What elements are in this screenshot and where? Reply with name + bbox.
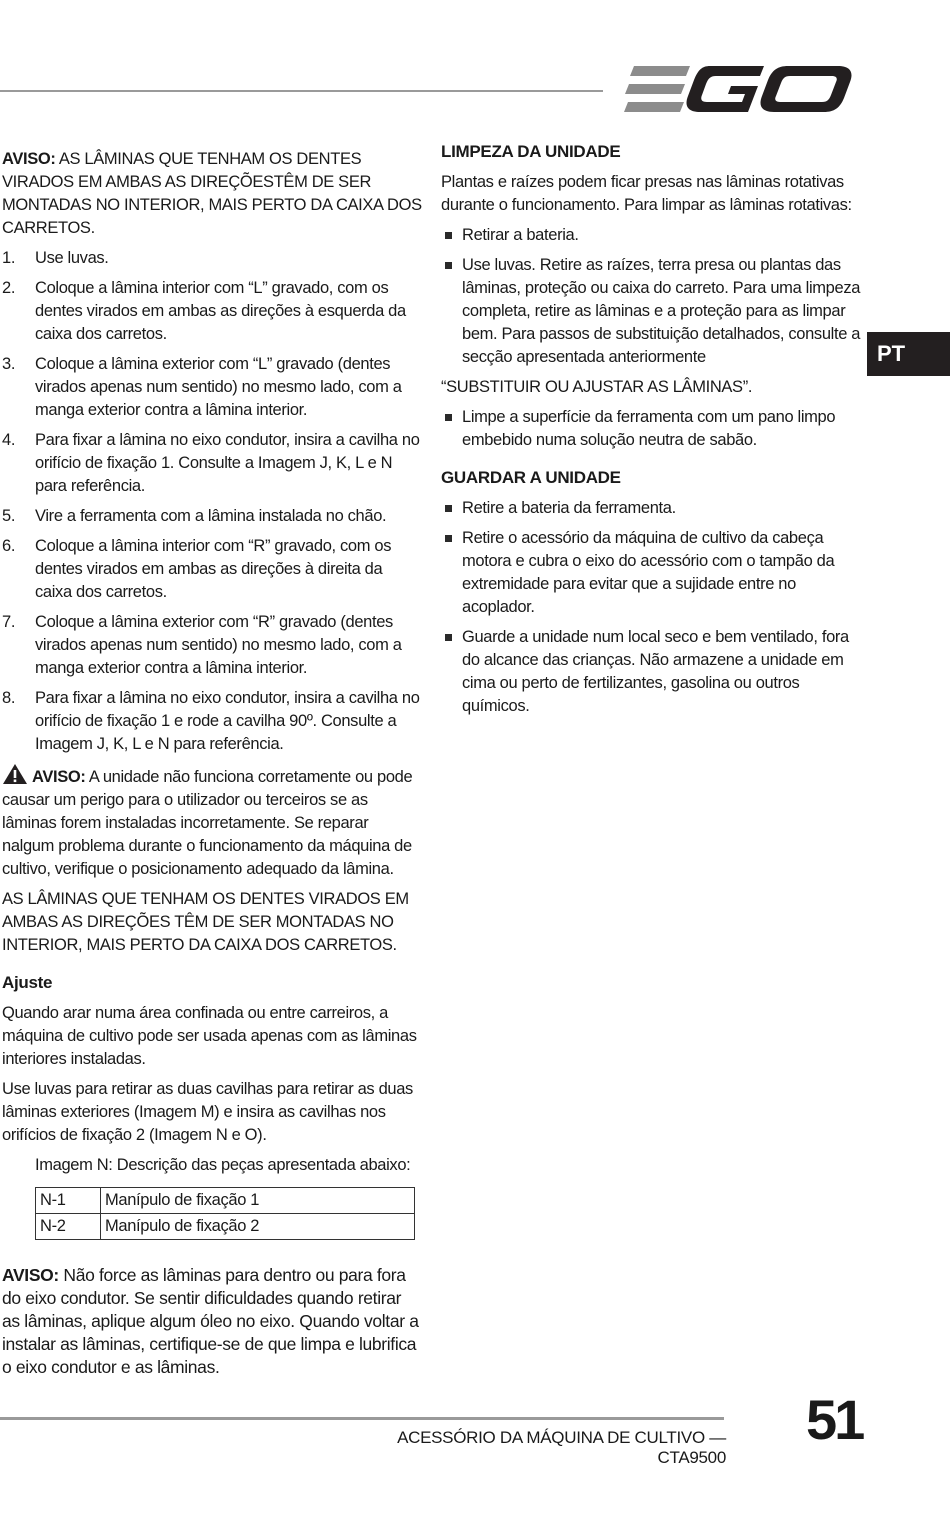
warning-triangle-icon xyxy=(2,763,28,785)
ajuste-paragraph-2: Use luvas para retirar as duas cavilhas para retirar as duas lâminas exteriores (Imagem M) e insira as cavilhas nos orifícios de fixação 2 (Imagem N e O). xyxy=(2,1080,413,1144)
ajuste-heading: Ajuste xyxy=(2,973,53,992)
list-item-text: Retire o acessório da máquina de cultivo da cabeça motora e cubra o eixo do acessório com o tampão da extremidade para evitar que a sujidade entre no acoplador. xyxy=(462,529,835,616)
warning-paragraph xyxy=(2,763,422,881)
list-item xyxy=(2,535,422,604)
parts-table xyxy=(35,1187,415,1240)
list-item-text: Guarde a unidade num local seco e bem ventilado, fora do alcance das crianças. Não armazene a unidade em cima ou perto de fertilizantes, gasolina ou outros químicos. xyxy=(462,628,849,715)
ego-logo xyxy=(624,64,854,116)
limpeza-list-2 xyxy=(441,406,861,452)
part-code: N-2 xyxy=(36,1214,101,1240)
list-item xyxy=(441,224,861,247)
footer-title: ACESSÓRIO DA MÁQUINA DE CULTIVO — CTA9500 xyxy=(397,1428,726,1467)
list-item-text: Retirar a bateria. xyxy=(462,226,579,244)
table-row xyxy=(36,1214,415,1240)
guardar-heading: GUARDAR A UNIDADE xyxy=(441,468,621,487)
list-item xyxy=(441,626,861,718)
step-text: Para fixar a lâmina no eixo condutor, insira a cavilha no orifício de fixação 1. Consulte a Imagem J, K, L e N para referência. xyxy=(35,431,420,495)
list-item xyxy=(2,277,422,346)
aviso-label: AVISO: xyxy=(32,768,86,786)
guardar-list xyxy=(441,497,861,718)
step-number: 2. xyxy=(2,279,16,297)
step-number: 5. xyxy=(2,507,16,525)
limpeza-heading: LIMPEZA DA UNIDADE xyxy=(441,142,621,161)
aviso-caps-note xyxy=(2,148,422,240)
table-row xyxy=(36,1188,415,1214)
step-number: 3. xyxy=(2,355,16,373)
figure-caption: Imagem N: Descrição das peças apresentada abaixo: xyxy=(35,1156,411,1174)
aviso-text: AS LÂMINAS QUE TENHAM OS DENTES VIRADOS EM AMBAS AS DIREÇÕESTÊM DE SER MONTADAS NO INTERIOR, MAIS PERTO DA CAIXA DOS CARRETOS. xyxy=(2,150,422,237)
part-description: Manípulo de fixação 1 xyxy=(101,1188,415,1214)
language-tab: PT xyxy=(867,332,950,376)
list-item xyxy=(2,429,422,498)
list-item xyxy=(2,611,422,680)
part-description: Manípulo de fixação 2 xyxy=(101,1214,415,1240)
square-bullet-icon xyxy=(445,634,452,641)
square-bullet-icon xyxy=(445,505,452,512)
step-number: 7. xyxy=(2,613,16,631)
list-item xyxy=(2,247,422,270)
aviso-text: Não force as lâminas para dentro ou para fora do eixo condutor. Se sentir dificuldades quando retirar as lâminas, aplique algum óleo no eixo. Quando voltar a instalar as lâminas, certifique-se de que limpa e lubrifica o eixo condutor e as lâminas. xyxy=(2,1265,419,1377)
list-item-text: Use luvas. Retire as raízes, terra presa ou plantas das lâminas, proteção ou caixa do carreto. Para uma limpeza completa, retire as lâminas e a proteção para as limpar bem. Para passos de substituição detalhados, consulte a secção apresentada anteriormente xyxy=(462,256,861,366)
aviso-text: A unidade não funciona corretamente ou pode causar um perigo para o utilizador ou terceiros se as lâminas forem instaladas incorretamente. Se reparar nalgum problema durante o funcionamento da máquina de cultivo, verifique o posicionamento adequado da lâmina. xyxy=(2,768,413,878)
limpeza-list xyxy=(441,224,861,369)
step-text: Vire a ferramenta com a lâmina instalada no chão. xyxy=(35,507,387,525)
list-item xyxy=(441,406,861,452)
step-text: Coloque a lâmina exterior com “R” gravado (dentes virados apenas num sentido) no mesmo lado, com a manga exterior contra a lâmina interior. xyxy=(35,613,402,677)
warning-paragraph xyxy=(2,1264,422,1379)
part-code: N-1 xyxy=(36,1188,101,1214)
limpeza-intro: Plantas e raízes podem ficar presas nas lâminas rotativas durante o funcionamento. Para limpar as lâminas rotativas: xyxy=(441,173,852,214)
step-number: 1. xyxy=(2,249,16,267)
step-number: 4. xyxy=(2,431,16,449)
caps-note: AS LÂMINAS QUE TENHAM OS DENTES VIRADOS EM AMBAS AS DIREÇÕES TÊM DE SER MONTADAS NO INTERIOR, MAIS PERTO DA CAIXA DOS CARRETOS. xyxy=(2,890,409,954)
list-item xyxy=(2,687,422,756)
header-rule xyxy=(0,90,603,92)
aviso-label: AVISO: xyxy=(2,1265,59,1285)
list-item xyxy=(2,353,422,422)
aviso-label: AVISO: xyxy=(2,150,56,168)
right-column xyxy=(441,140,861,725)
square-bullet-icon xyxy=(445,232,452,239)
step-number: 8. xyxy=(2,689,16,707)
square-bullet-icon xyxy=(445,414,452,421)
step-number: 6. xyxy=(2,537,16,555)
step-text: Coloque a lâmina interior com “L” gravado, com os dentes virados em ambas as direções à esquerda da caixa dos carretos. xyxy=(35,279,406,343)
footer-rule xyxy=(0,1417,724,1420)
ajuste-paragraph-1: Quando arar numa área confinada ou entre carreiros, a máquina de cultivo pode ser usada apenas com as lâminas interiores instaladas. xyxy=(2,1004,417,1068)
step-text: Para fixar a lâmina no eixo condutor, insira a cavilha no orifício de fixação 1 e rode a cavilha 90º. Consulte a Imagem J, K, L e N para referência. xyxy=(35,689,420,753)
list-item xyxy=(441,254,861,369)
square-bullet-icon xyxy=(445,535,452,542)
list-item xyxy=(2,505,422,528)
list-item-text: Limpe a superfície da ferramenta com um pano limpo embebido numa solução neutra de sabão. xyxy=(462,408,836,449)
list-item xyxy=(441,497,861,520)
step-text: Coloque a lâmina interior com “R” gravado, com os dentes virados em ambas as direções à direita da caixa dos carretos. xyxy=(35,537,392,601)
page-number: 51 xyxy=(806,1388,863,1451)
section-reference: “SUBSTITUIR OU AJUSTAR AS LÂMINAS”. xyxy=(441,378,753,396)
step-text: Coloque a lâmina exterior com “L” gravado (dentes virados apenas num sentido) no mesmo lado, com a manga exterior contra a lâmina interior. xyxy=(35,355,402,419)
list-item xyxy=(441,527,861,619)
step-text: Use luvas. xyxy=(35,249,109,267)
square-bullet-icon xyxy=(445,262,452,269)
list-item-text: Retire a bateria da ferramenta. xyxy=(462,499,676,517)
left-column xyxy=(2,148,422,1386)
assembly-steps xyxy=(2,247,422,756)
